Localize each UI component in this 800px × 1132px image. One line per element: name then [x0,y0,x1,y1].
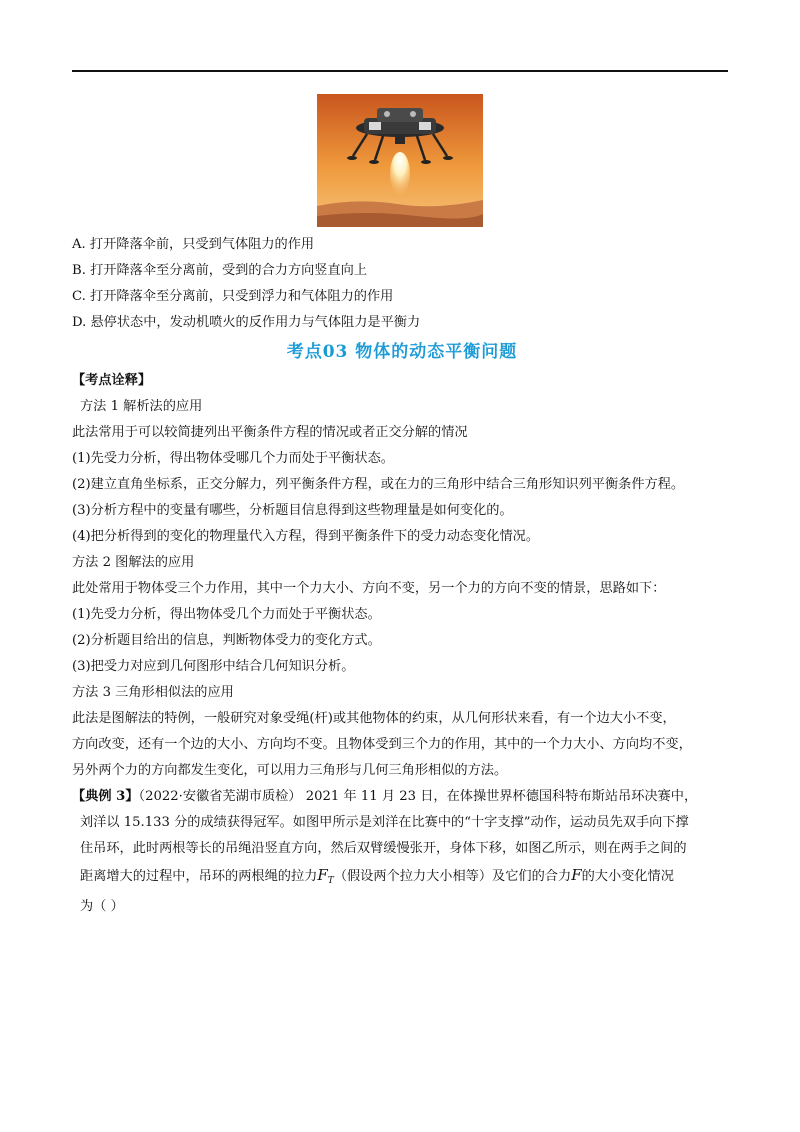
option-c: C. 打开降落伞至分离前，只受到浮力和气体阻力的作用 [72,289,394,304]
method1-intro: 此法常用于可以较简捷列出平衡条件方程的情况或者正交分解的情况 [72,425,468,440]
example-text: （2022·安徽省芜湖市质检） 2021 年 11 月 23 日，在体操世界杯德国科特布斯站吊环决赛中， [138,789,698,804]
example-line-1 [72,784,732,810]
method2-step: (2)分析题目给出的信息，判断物体受力的变化方式。 [72,633,381,648]
method3-title: 方法 3 三角形相似法的应用 [72,685,234,700]
method3-line: 此法是图解法的特例，一般研究对象受绳(杆)或其他物体的约束，从几何形状来看，有一个边大小不变， [72,711,676,726]
option-a: A. 打开降落伞前，只受到气体阻力的作用 [72,237,315,252]
example-label: 【典例 3】 [72,789,139,804]
example-line-2: 刘洋以 15.133 分的成绩获得冠军。如图甲所示是刘洋在比赛中的“十字支撑”动作，运动员先双手向下撑 [80,815,689,830]
example-line-4 [72,862,732,894]
resultant-symbol: F [571,866,582,884]
tension-symbol: F [317,866,328,884]
method3-line: 方向改变，还有一个边的大小、方向均不变。且物体受到三个力的作用，其中的一个力大小、方向均不变， [72,737,692,752]
document-body [72,232,732,920]
explain-label: 【考点诠释】 [72,373,152,388]
section-title: 考点03 物体的动态平衡问题 [286,342,518,362]
option-d: D. 悬停状态中，发动机喷火的反作用力与气体阻力是平衡力 [72,315,421,330]
method2-step: (1)先受力分析，得出物体受几个力而处于平衡状态。 [72,607,381,622]
method1-step: (1)先受力分析，得出物体受哪几个力而处于平衡状态。 [72,451,394,466]
example-text: 距离增大的过程中，吊环的两根绳的拉力 [80,869,318,884]
method2-intro: 此处常用于物体受三个力作用，其中一个力大小、方向不变，另一个力的方向不变的情景，思路如下： [72,581,666,596]
method3-line: 另外两个力的方向都发生变化，可以用力三角形与几何三角形相似的方法。 [72,763,508,778]
example-line-5: 为（ ） [80,899,124,914]
lander-hovering-image [317,94,483,227]
method2-step: (3)把受力对应到几何图形中结合几何知识分析。 [72,659,355,674]
method2-title: 方法 2 图解法的应用 [72,555,195,570]
method1-step: (2)建立直角坐标系，正交分解力，列平衡条件方程，或在力的三角形中结合三角形知识列平衡条件方程。 [72,477,685,492]
header-rule [72,70,728,72]
method1-title: 方法 1 解析法的应用 [80,399,203,414]
example-line-3: 住吊环，此时两根等长的吊绳沿竖直方向，然后双臂缓慢张开，身体下移，如图乙所示，则在两手之间的 [80,841,687,856]
method1-step: (3)分析方程中的变量有哪些，分析题目信息得到这些物理量是如何变化的。 [72,503,513,518]
tension-subscript: T [327,876,334,886]
example-text: （假设两个拉力大小相等）及它们的合力 [333,869,572,884]
method1-step: (4)把分析得到的变化的物理量代入方程，得到平衡条件下的受力动态变化情况。 [72,529,540,544]
option-b: B. 打开降落伞至分离前，受到的合力方向竖直向上 [72,263,368,278]
example-text: 的大小变化情况 [581,869,674,884]
